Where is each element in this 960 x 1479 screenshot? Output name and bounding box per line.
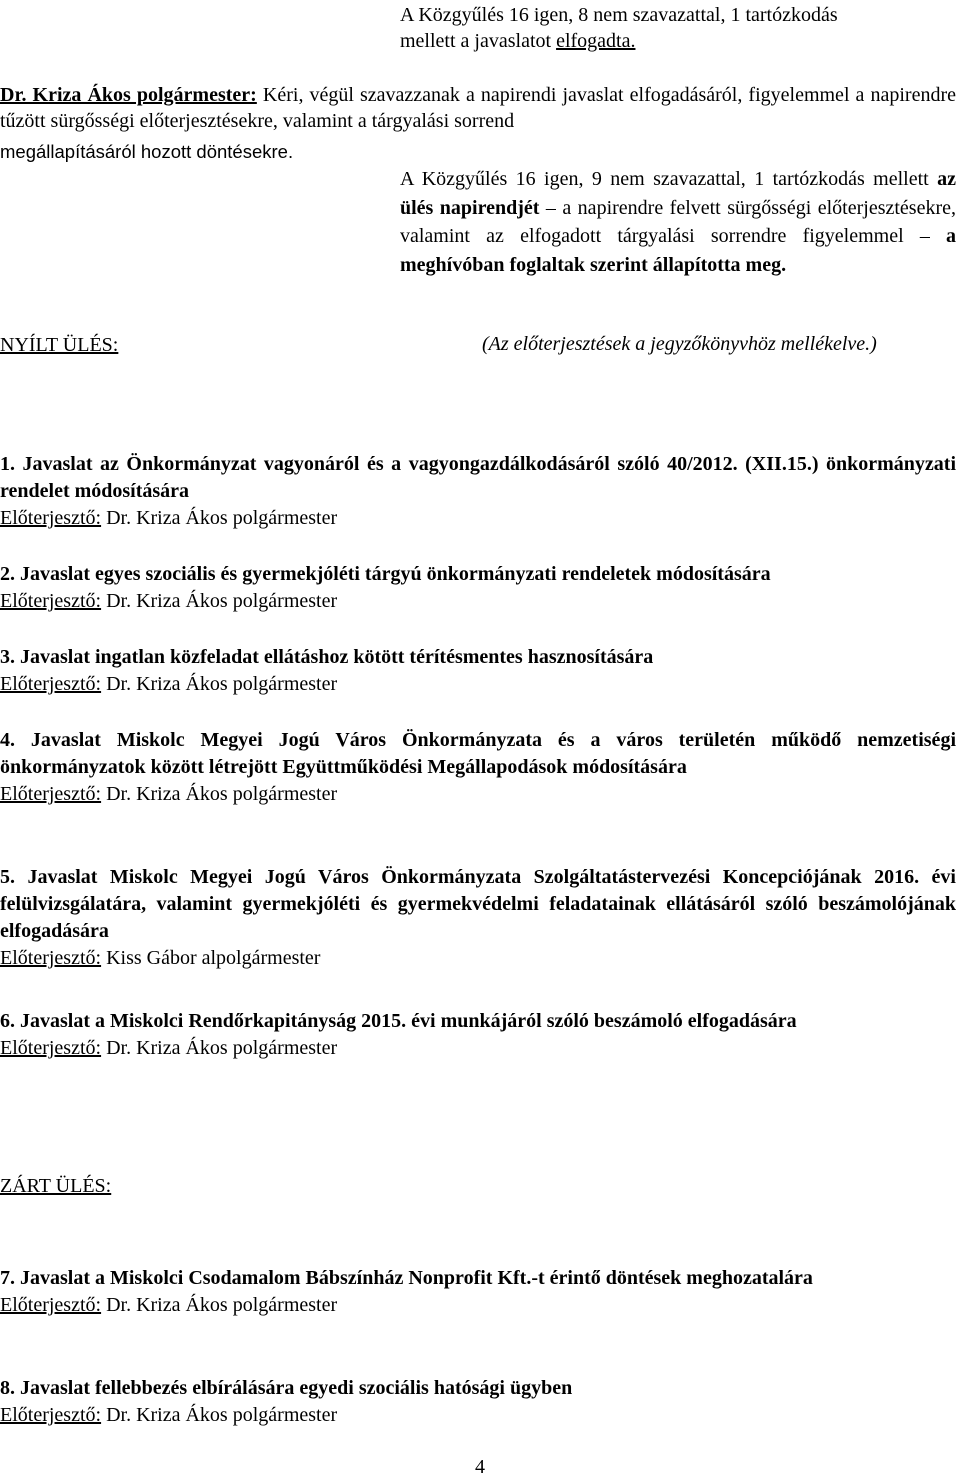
invitation-phrase: a meghívóban foglaltak szerint állapította meg. — [400, 225, 956, 276]
agenda-item-8 — [0, 1375, 956, 1429]
agenda-item-7 — [0, 1265, 956, 1319]
vote-result-2: A Közgyűlés 16 igen, 9 nem szavazattal, 1 tartózkodás mellett az ülés napirendjét – a napirendre felvett sürgősségi előterjesztésekre, valamint az elfogadott tárgyalási sorrendre figyelemmel – a meghívóban foglaltak szerint állapította meg. — [400, 168, 956, 276]
agenda-item-presenter: Előterjesztő: Dr. Kriza Ákos polgármester — [0, 783, 338, 805]
agenda-item-2 — [0, 561, 956, 615]
speech-text: Kéri, végül szavazzanak a napirendi javaslat elfogadásáról, figyelemmel a napirendre tűzött sürgősségi előterjesztésekre, valamint a tárgyalási sorrend — [0, 84, 956, 132]
agenda-item-title: 6. Javaslat a Miskolci Rendőrkapitányság 2015. évi munkájáról szóló beszámoló elfogadására — [0, 1010, 797, 1032]
speaker-name: Dr. Kriza Ákos polgármester: — [0, 84, 257, 106]
accepted-word: elfogadta. — [556, 30, 636, 52]
open-session-heading: NYÍLT ÜLÉS: — [0, 334, 119, 356]
agenda-item-presenter: Előterjesztő: Dr. Kriza Ákos polgármester — [0, 1037, 338, 1059]
agenda-phrase: az ülés napirendjét — [400, 168, 956, 219]
vote-result-1-line2: mellett a javaslatot elfogadta. — [400, 30, 636, 52]
vote-result-1-line1: A Közgyűlés 16 igen, 8 nem szavazattal, 1 tartózkodás — [400, 4, 838, 26]
agenda-item-title: 3. Javaslat ingatlan közfeladat ellátáshoz kötött térítésmentes hasznosítására — [0, 646, 654, 668]
page-number: 4 — [475, 1456, 485, 1478]
speech-last-line: megállapításáról hozott döntésekre. — [0, 141, 294, 162]
agenda-item-presenter: Előterjesztő: Dr. Kriza Ákos polgármester — [0, 1294, 338, 1316]
vote-result-1 — [400, 2, 958, 54]
agenda-item-5 — [0, 864, 956, 972]
agenda-item-title: 1. Javaslat az Önkormányzat vagyonáról és a vagyongazdálkodásáról szóló 40/2012. (XII.15.) önkormányzati rendelet módosítására — [0, 453, 956, 502]
agenda-item-title: 8. Javaslat fellebbezés elbírálására egyedi szociális hatósági ügyben — [0, 1377, 573, 1399]
agenda-item-title: 7. Javaslat a Miskolci Csodamalom Bábszínház Nonprofit Kft.-t érintő döntések meghozatalára — [0, 1267, 813, 1289]
agenda-item-1 — [0, 451, 956, 532]
mayor-speech — [0, 82, 956, 134]
closed-session-heading: ZÁRT ÜLÉS: — [0, 1175, 112, 1197]
agenda-item-presenter: Előterjesztő: Dr. Kriza Ákos polgármester — [0, 1404, 338, 1426]
agenda-item-presenter: Előterjesztő: Dr. Kriza Ákos polgármester — [0, 673, 338, 695]
agenda-item-presenter: Előterjesztő: Dr. Kriza Ákos polgármester — [0, 590, 338, 612]
agenda-item-6 — [0, 1008, 956, 1062]
agenda-item-4 — [0, 727, 956, 808]
agenda-item-title: 5. Javaslat Miskolc Megyei Jogú Város Önkormányzata Szolgáltatástervezési Koncepciójának 2016. évi felülvizsgálatára, valamint gyermekjóléti és gyermekvédelmi feladatainak ellátásáról szóló beszámolójának elfogadására — [0, 866, 956, 942]
agenda-item-presenter: Előterjesztő: Kiss Gábor alpolgármester — [0, 947, 321, 969]
attachment-note: (Az előterjesztések a jegyzőkönyvhöz mellékelve.) — [482, 333, 877, 355]
agenda-item-title: 2. Javaslat egyes szociális és gyermekjóléti tárgyú önkormányzati rendeletek módosítására — [0, 563, 771, 585]
agenda-item-presenter: Előterjesztő: Dr. Kriza Ákos polgármester — [0, 507, 338, 529]
agenda-item-3 — [0, 644, 956, 698]
agenda-item-title: 4. Javaslat Miskolc Megyei Jogú Város Önkormányzata és a város területén működő nemzetiségi önkormányzatok között létrejött Együttműködési Megállapodások módosítására — [0, 729, 956, 778]
